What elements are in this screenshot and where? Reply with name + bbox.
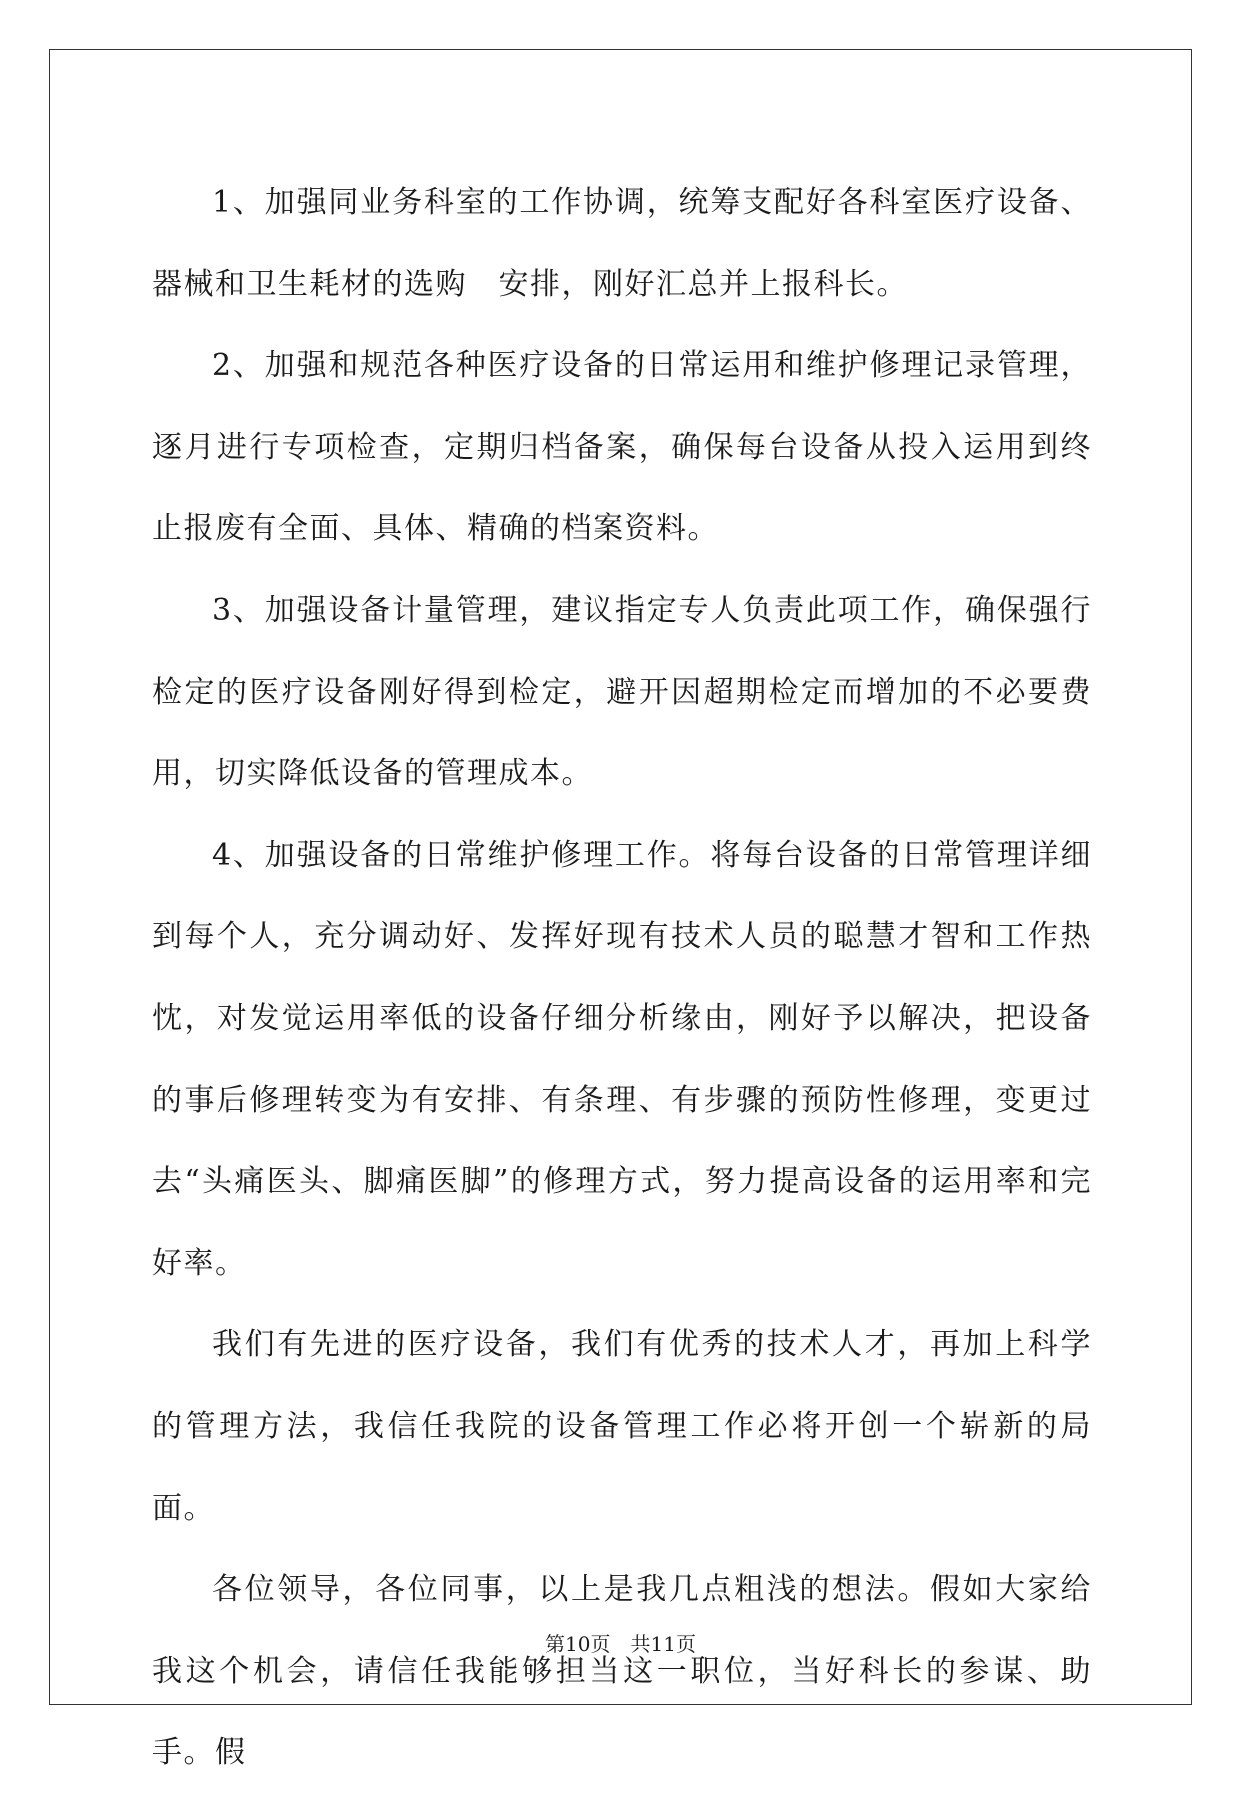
paragraph-3: 3、加强设备计量管理，建议指定专人负责此项工作，确保强行检定的医疗设备刚好得到检定，避开因超期检定而增加的不必要费用，切实降低设备的管理成本。 <box>152 592 1092 792</box>
document-body <box>152 162 1092 1794</box>
paragraph-6: 各位领导，各位同事，以上是我几点粗浅的想法。假如大家给我这个机会，请信任我能够担当这一职位，当好科长的参谋、助手。假 <box>152 1572 1092 1771</box>
paragraph-2: 2、加强和规范各种医疗设备的日常运用和维护修理记录管理，逐月进行专项检查，定期归档备案，确保每台设备从投入运用到终止报废有全面、具体、精确的档案资料。 <box>152 348 1092 547</box>
page-number: 第10页 共11页 <box>545 1632 696 1656</box>
paragraph-5: 我们有先进的医疗设备，我们有优秀的技术人才，再加上科学的管理方法，我信任我院的设备管理工作必将开创一个崭新的局面。 <box>152 1327 1092 1526</box>
paragraph-4: 4、加强设备的日常维护修理工作。将每台设备的日常管理详细到每个人，充分调动好、发挥好现有技术人员的聪慧才智和工作热忱，对发觉运用率低的设备仔细分析缘由，刚好予以解决，把设备的事后修理转变为有安排、有条理、有步骤的预防性修理，变更过去“头痛医头、脚痛医脚”的修理方式，努力提高设备的运用率和完好率。 <box>152 837 1092 1281</box>
paragraph-1: 1、加强同业务科室的工作协调，统筹支配好各科室医疗设备、器械和卫生耗材的选购 安排，刚好汇总并上报科长。 <box>152 185 1092 302</box>
